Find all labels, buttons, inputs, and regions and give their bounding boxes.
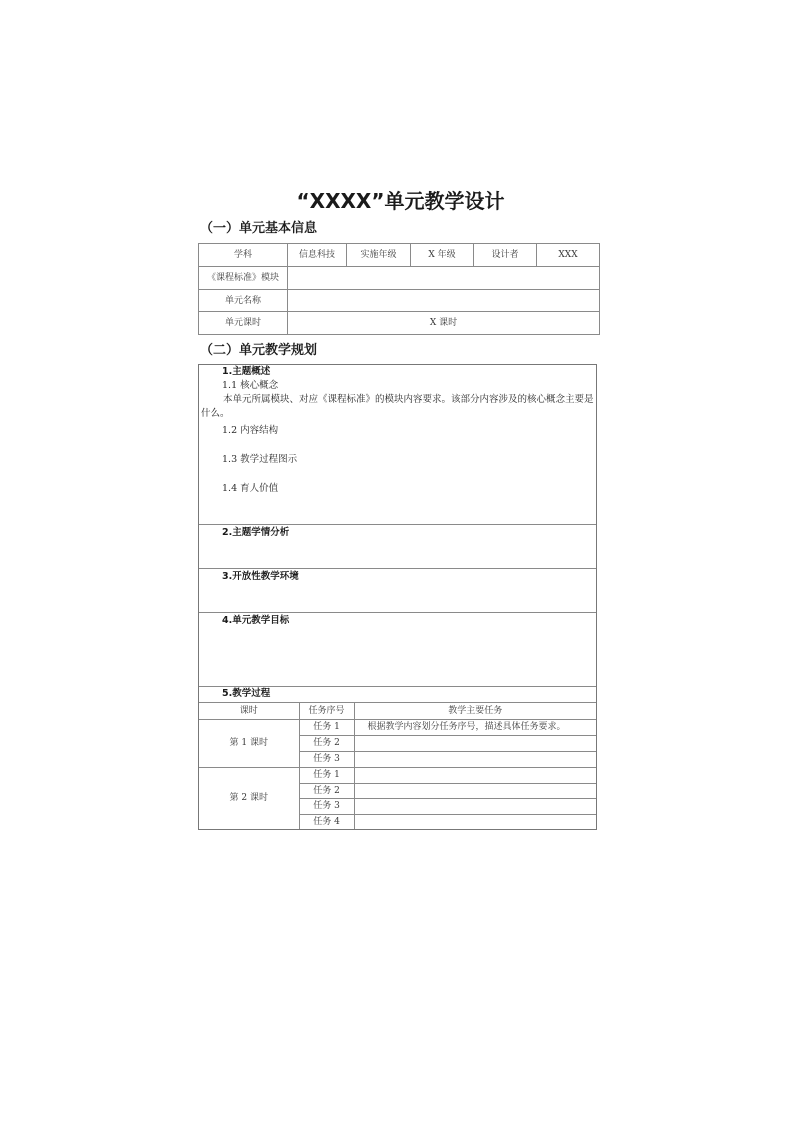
header-lesson: 课时 xyxy=(199,703,299,719)
document-title: “XXXX”单元教学设计 xyxy=(296,189,505,213)
objectives-section xyxy=(199,613,596,687)
task-desc xyxy=(354,751,596,767)
basic-info-table xyxy=(198,243,600,335)
lesson-table-header xyxy=(199,703,596,719)
task-no: 任务 2 xyxy=(299,783,354,798)
unit-name-value xyxy=(288,290,600,312)
overview-title: 1.主题概述 xyxy=(222,366,271,377)
unit-hours-label: 单元课时 xyxy=(199,312,288,335)
education-value-title: 1.4 育人价值 xyxy=(222,483,279,494)
process-title-row xyxy=(199,687,596,703)
learner-analysis-section xyxy=(199,525,596,569)
task-desc xyxy=(354,798,596,814)
basic-info-row-unit-name xyxy=(199,290,600,312)
environment-title: 3.开放性教学环境 xyxy=(222,571,299,582)
overview-section xyxy=(199,365,596,525)
header-task-no: 任务序号 xyxy=(299,703,354,719)
core-concept-text: 本单元所属模块、对应《课程标准》的模块内容要求。该部分内容涉及的核心概念主要是什么。 xyxy=(201,394,594,419)
unit-name-label: 单元名称 xyxy=(199,290,288,312)
designer-label: 设计者 xyxy=(474,244,537,267)
grade-label: 实施年级 xyxy=(347,244,411,267)
environment-section xyxy=(199,569,596,613)
subject-label: 学科 xyxy=(199,244,288,267)
task-no: 任务 3 xyxy=(299,798,354,814)
planning-table xyxy=(198,364,597,830)
basic-info-row-unit-hours xyxy=(199,312,600,335)
task-desc xyxy=(354,814,596,829)
lesson-name: 第 1 课时 xyxy=(199,719,299,767)
task-no: 任务 3 xyxy=(299,751,354,767)
module-value xyxy=(288,267,600,290)
task-no: 任务 4 xyxy=(299,814,354,829)
core-concept-title: 1.1 核心概念 xyxy=(222,380,279,391)
lesson-table xyxy=(199,703,596,829)
task-desc xyxy=(354,735,596,751)
basic-info-heading: （一）单元基本信息 xyxy=(200,221,318,236)
task-no: 任务 1 xyxy=(299,719,354,735)
task-no: 任务 1 xyxy=(299,767,354,783)
process-title: 5.教学过程 xyxy=(222,688,271,699)
learner-analysis-title: 2.主题学情分析 xyxy=(222,527,290,538)
process-diagram-title: 1.3 教学过程图示 xyxy=(222,454,298,465)
designer-value: XXX xyxy=(537,244,600,267)
subject-value: 信息科技 xyxy=(288,244,347,267)
table-row xyxy=(199,719,596,735)
module-label: 《课程标准》模块 xyxy=(199,267,288,290)
basic-info-row-module xyxy=(199,267,600,290)
basic-info-row-subject xyxy=(199,244,600,267)
table-row xyxy=(199,767,596,783)
task-no: 任务 2 xyxy=(299,735,354,751)
task-desc xyxy=(354,783,596,798)
task-desc xyxy=(354,767,596,783)
grade-value: X 年级 xyxy=(411,244,474,267)
task-desc: 根据教学内容划分任务序号，描述具体任务要求。 xyxy=(354,719,596,735)
unit-hours-value: X 课时 xyxy=(288,312,600,335)
header-main-task: 教学主要任务 xyxy=(354,703,596,719)
content-structure-title: 1.2 内容结构 xyxy=(222,425,279,436)
objectives-title: 4.单元教学目标 xyxy=(222,615,290,626)
planning-heading: （二）单元教学规划 xyxy=(200,343,318,358)
lesson-name: 第 2 课时 xyxy=(199,767,299,829)
